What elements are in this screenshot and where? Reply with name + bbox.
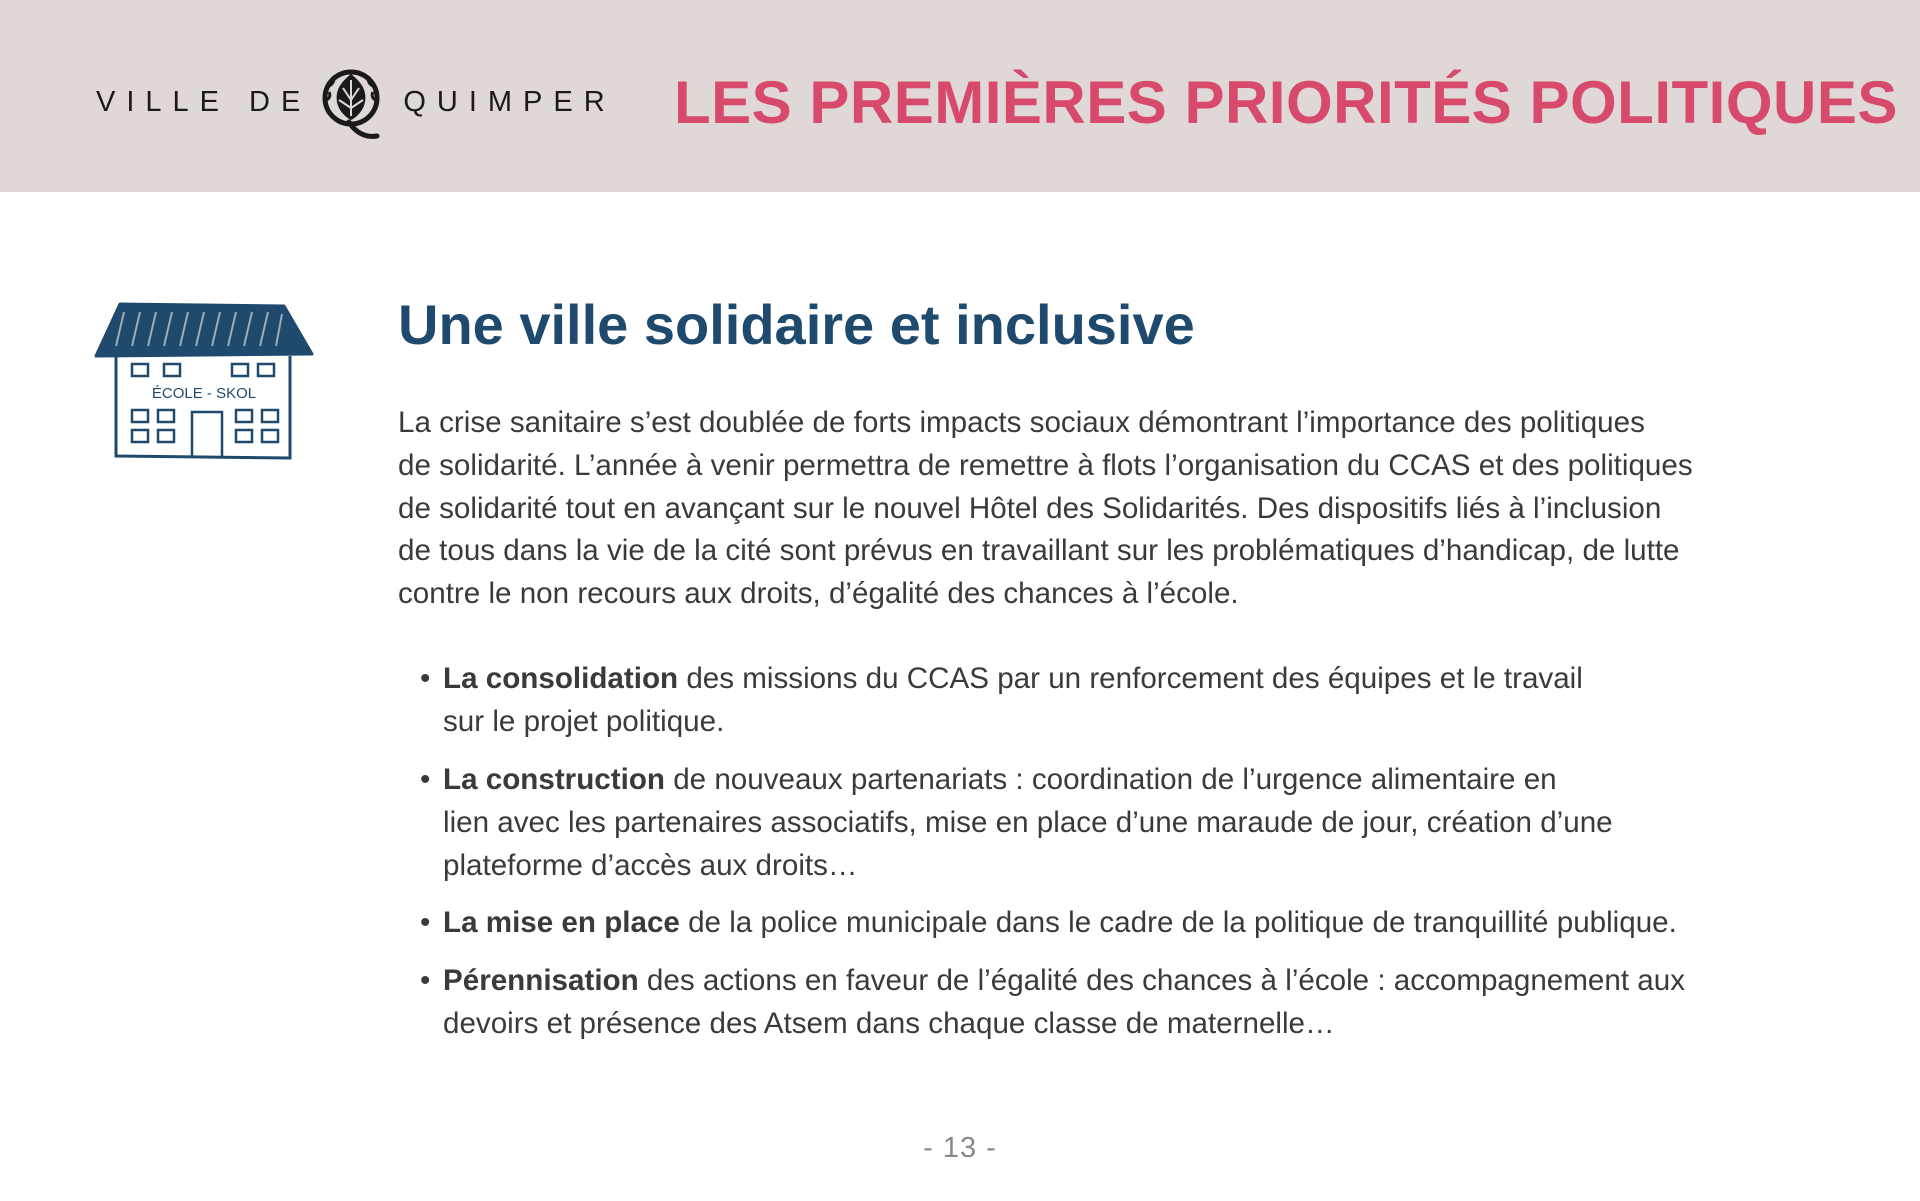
list-item-first-line: [443, 758, 1840, 801]
list-item: [420, 758, 1840, 887]
list-item-lead: La construction: [443, 762, 665, 796]
list-item-lead: Pérennisation: [443, 963, 639, 997]
intro-line: contre le non recours aux droits, d’égalité des chances à l’école.: [398, 577, 1239, 611]
intro-line: de solidarité tout en avançant sur le nouvel Hôtel des Solidarités. Des dispositifs liés à l’inclusion: [398, 491, 1662, 525]
intro-line: La crise sanitaire s’est doublée de forts impacts sociaux démontrant l’importance des politiques: [398, 406, 1645, 439]
quimper-emblem-icon: [311, 60, 395, 144]
list-item: [420, 959, 1840, 1045]
list-item-text: de la police municipale dans le cadre de la politique de tranquillité publique.: [679, 906, 1677, 939]
list-item-line: lien avec les partenaires associatifs, mise en place d’une maraude de jour, création d’une: [443, 805, 1613, 839]
list-item: [420, 901, 1840, 944]
page-header: [0, 0, 1920, 192]
page-number: - 13 -: [923, 1132, 997, 1164]
logo-text-left: VILLE DE: [96, 85, 312, 118]
priority-list: [420, 657, 1840, 1059]
school-sign-text: ÉCOLE - SKOL: [151, 385, 257, 402]
intro-line: de tous dans la vie de la cité sont prévus en travaillant sur les problématiques d’handicap, de lutte: [398, 534, 1680, 568]
list-item-line: plateforme d’accès aux droits…: [443, 848, 858, 882]
header-title: LES PREMIÈRES PRIORITÉS POLITIQUES: [674, 69, 1898, 136]
list-item-first-line: [443, 901, 1840, 944]
intro-paragraph: [398, 402, 1828, 616]
bullet-icon: •: [420, 662, 431, 695]
intro-line: de solidarité. L’année à venir permettra de remettre à flots l’organisation du CCAS et des politiques: [398, 448, 1693, 482]
logo-text-right: QUIMPER: [403, 85, 616, 118]
bullet-icon: •: [420, 963, 431, 997]
bullet-icon: •: [420, 906, 431, 939]
section-title: Une ville solidaire et inclusive: [398, 293, 1195, 356]
list-item-first-line: [443, 959, 1840, 1002]
list-item-text: des actions en faveur de l’égalité des chances à l’école : accompagnement aux: [638, 963, 1685, 997]
school-building-icon: [94, 298, 314, 462]
list-item-line: devoirs et présence des Atsem dans chaque classe de maternelle…: [443, 1006, 1335, 1040]
list-item-text: de nouveaux partenariats : coordination de l’urgence alimentaire en: [664, 762, 1557, 796]
list-item-first-line: [443, 657, 1840, 700]
list-item: [420, 657, 1840, 743]
list-item-lead: La consolidation: [443, 662, 679, 695]
list-item-line: sur le projet politique.: [443, 705, 725, 738]
city-logo: [96, 62, 616, 142]
bullet-icon: •: [420, 762, 431, 796]
list-item-lead: La mise en place: [443, 906, 680, 939]
list-item-text: des missions du CCAS par un renforcement des équipes et le travail: [678, 662, 1583, 695]
